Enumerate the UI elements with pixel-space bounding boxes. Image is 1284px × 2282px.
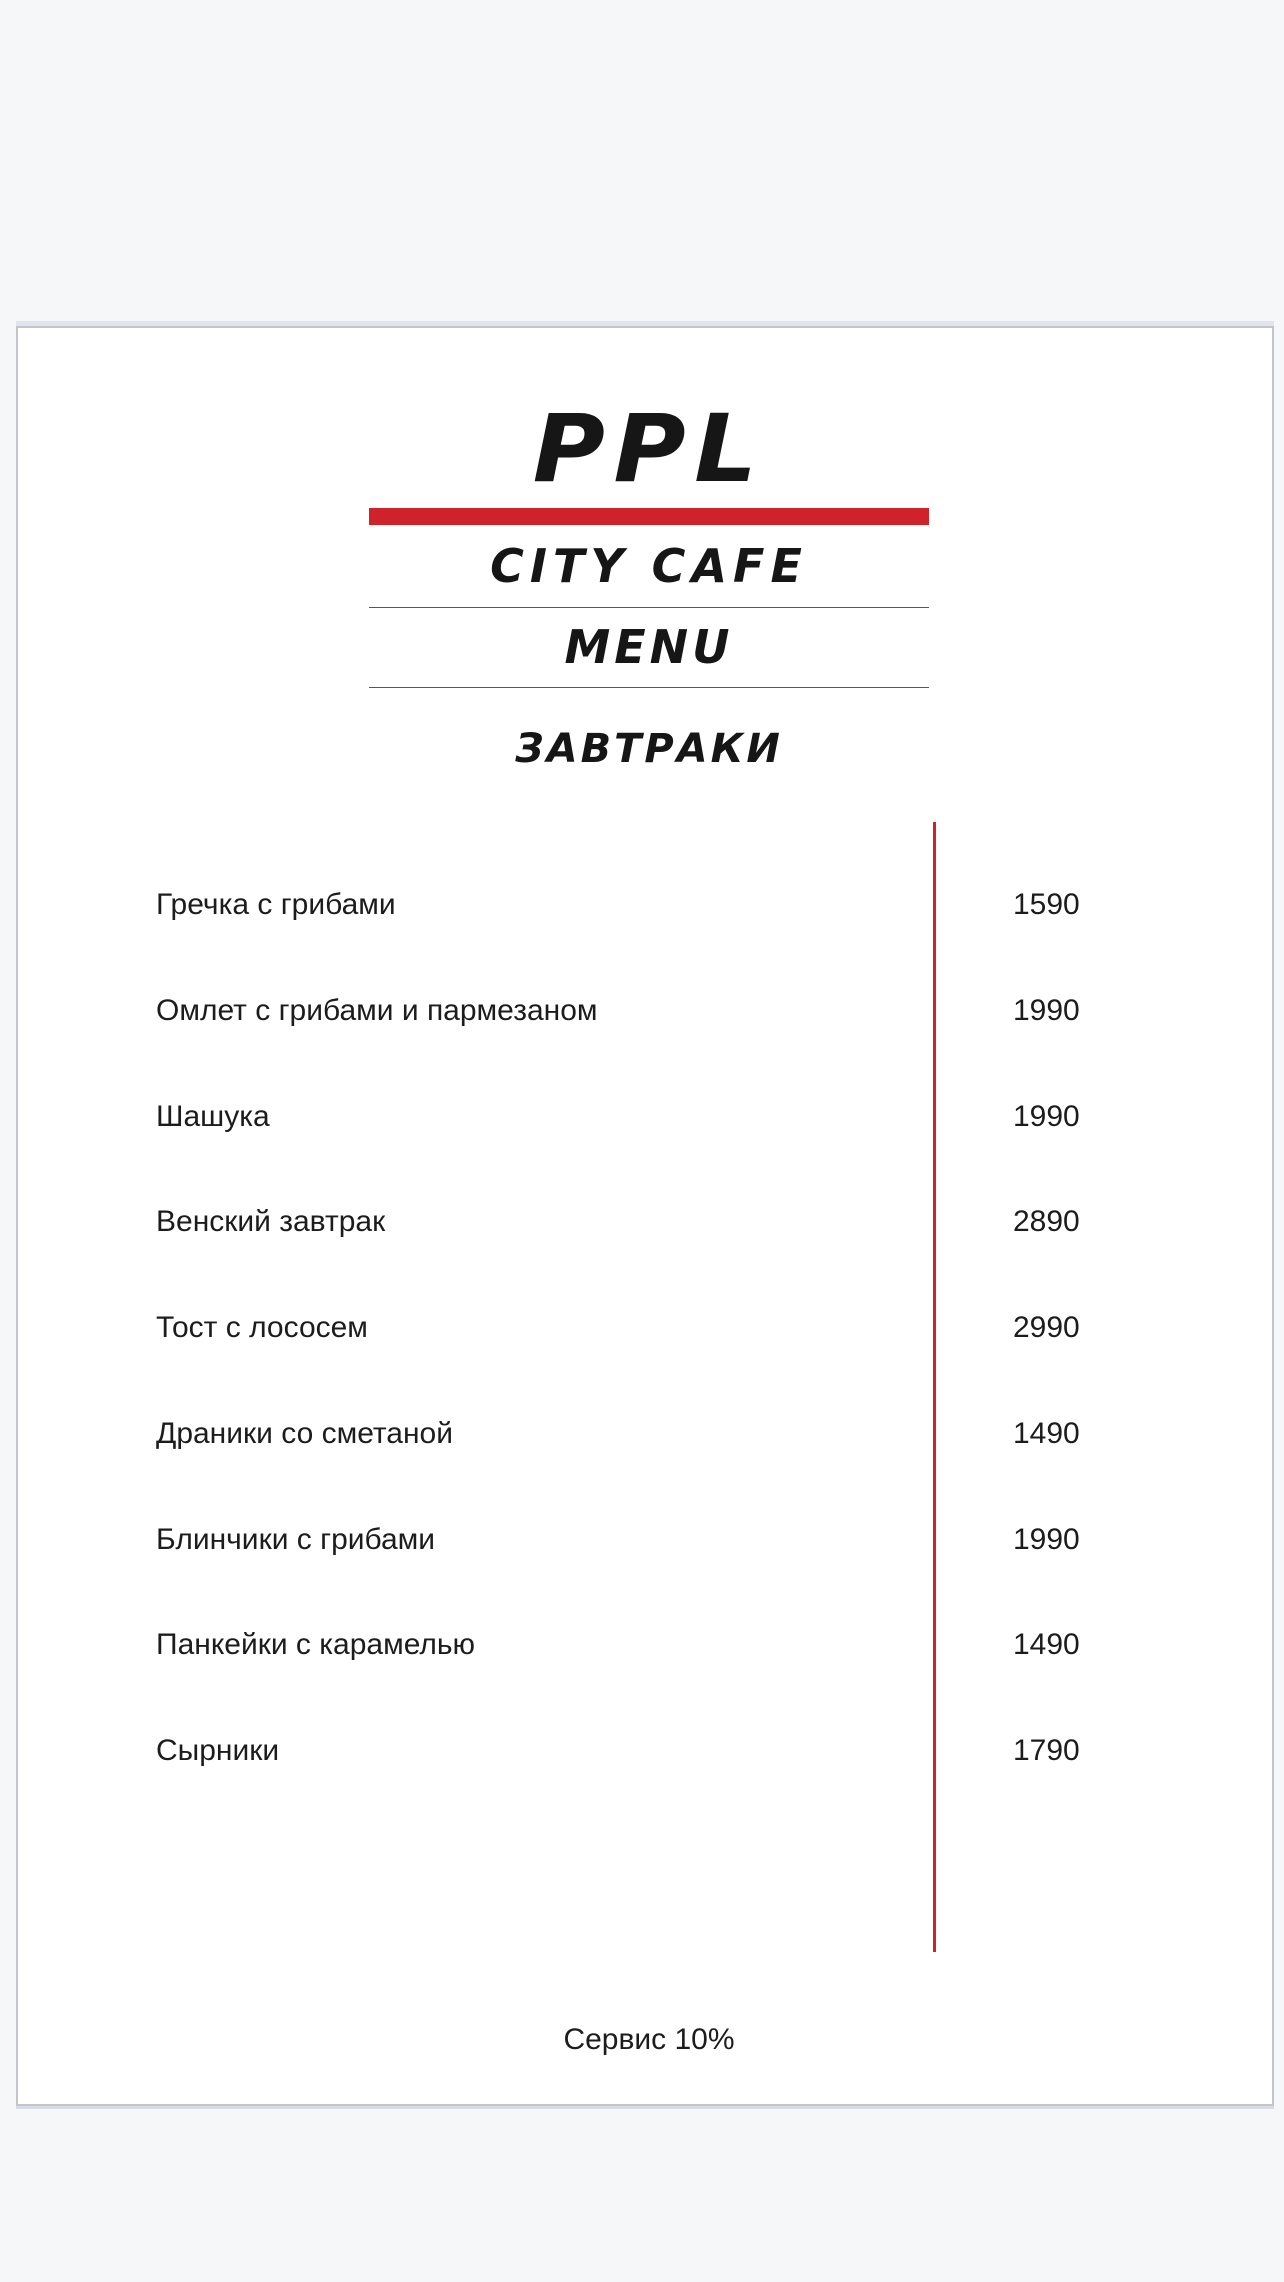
menu-page <box>16 326 1274 2106</box>
logo-subtitle: CITY CAFE <box>490 539 808 593</box>
menu-item-name: Панкейки с карамелью <box>156 1628 476 1661</box>
menu-item-name: Гречка с грибами <box>156 888 396 921</box>
menu-item-price: 1590 <box>1013 888 1080 921</box>
logo-menu-word: MENU <box>564 620 734 674</box>
cafe-logo <box>369 395 929 688</box>
service-charge-note: Сервис 10% <box>563 2023 735 2056</box>
menu-item-name: Блинчики с грибами <box>156 1523 436 1556</box>
menu-item <box>18 1409 1276 1459</box>
menu-item <box>18 1092 1276 1142</box>
section-title: ЗАВТРАКИ <box>515 726 783 772</box>
menu-item-price: 1990 <box>1013 994 1080 1027</box>
menu-item-name: Омлет с грибами и пармезаном <box>156 994 598 1027</box>
menu-item-price: 1490 <box>1013 1417 1080 1450</box>
menu-item-name: Драники со сметаной <box>156 1417 453 1450</box>
menu-item-price: 1490 <box>1013 1628 1080 1661</box>
logo-brand: PPL <box>532 395 766 504</box>
logo-divider-bottom <box>369 687 929 688</box>
menu-item-price: 2890 <box>1013 1205 1080 1238</box>
menu-item <box>18 1620 1276 1670</box>
menu-item-name: Шашука <box>156 1100 270 1133</box>
menu-item-name: Сырники <box>156 1734 280 1767</box>
menu-item-price: 2990 <box>1013 1311 1080 1344</box>
menu-item-price: 1790 <box>1013 1734 1080 1767</box>
menu-item <box>18 1197 1276 1247</box>
menu-item-price: 1990 <box>1013 1100 1080 1133</box>
menu-item <box>18 1515 1276 1565</box>
menu-item <box>18 986 1276 1036</box>
menu-item <box>18 880 1276 930</box>
menu-item <box>18 1726 1276 1776</box>
menu-item-name: Тост с лососем <box>156 1311 368 1344</box>
menu-item-price: 1990 <box>1013 1523 1080 1556</box>
logo-red-bar <box>369 508 929 525</box>
menu-item-name: Венский завтрак <box>156 1205 386 1238</box>
menu-item <box>18 1303 1276 1353</box>
